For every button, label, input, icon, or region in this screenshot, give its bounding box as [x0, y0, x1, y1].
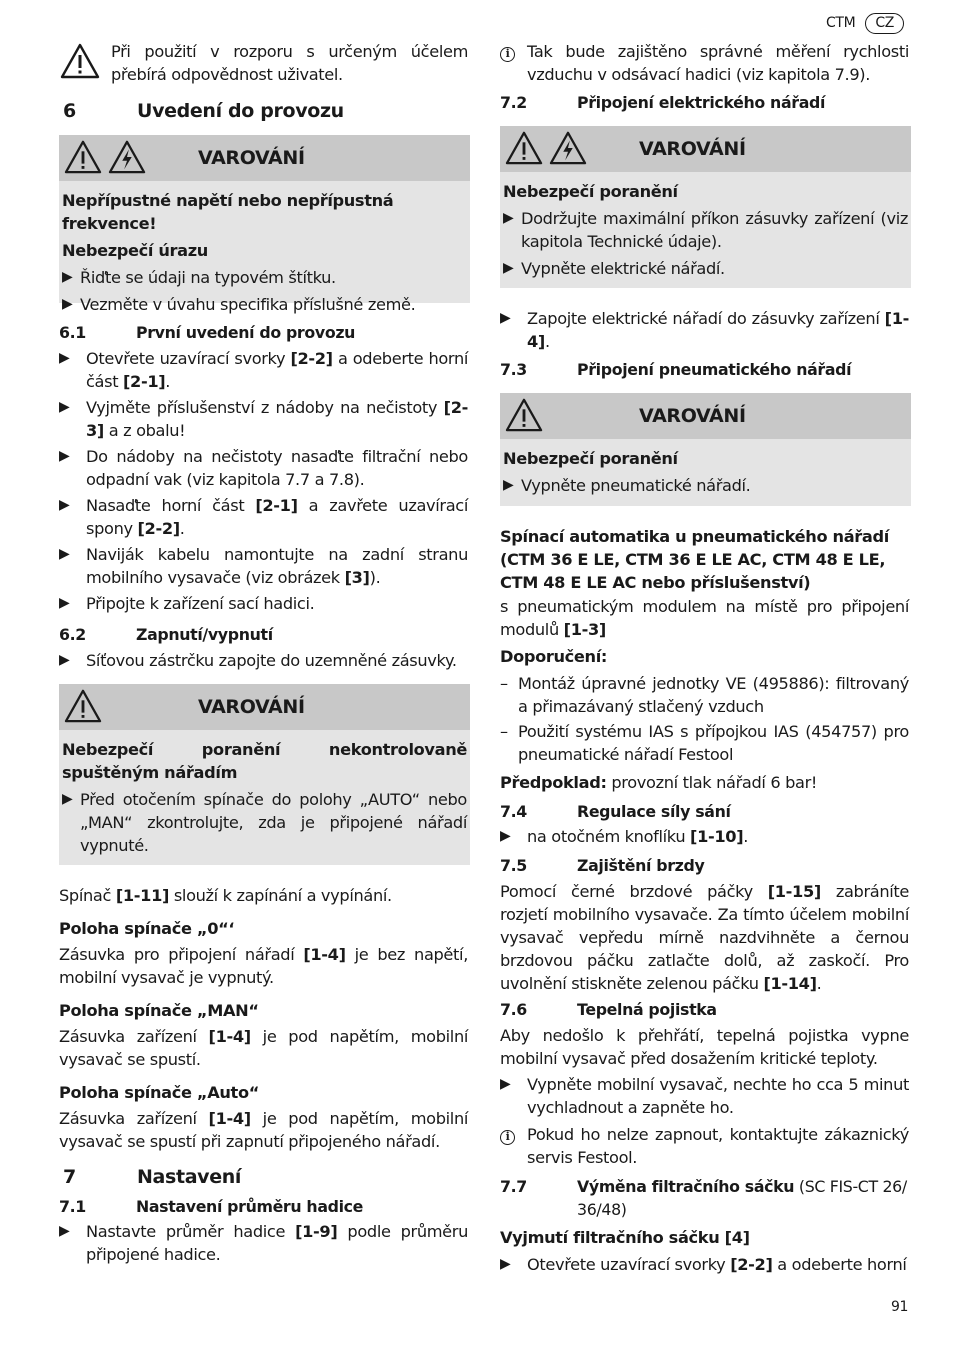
list-item: ▶ Před otočením spínače do polohy „AUTO“ nebo „MAN“ zkontrolujte, zda je připojené nářadí vypnuté. — [62, 790, 467, 855]
warning-title: VAROVÁNÍ — [639, 404, 746, 427]
switch-position-auto-text: Zásuvka zařízení [1-4] je pod napětím, mobilní vysavač se spustí při zapnutí připojeného nářadí. — [59, 1109, 469, 1151]
section-7-heading: 7 Nastavení — [63, 1166, 242, 1188]
list-item: ▶ Vyjměte příslušenství z nádoby na nečistoty [2-3] a z obalu! — [59, 398, 468, 440]
info-icon: i — [500, 47, 515, 62]
list-item: ▶ Řiďte se údaji na typovém štítku. — [62, 268, 336, 287]
list-item: ▶ na otočném knoflíku [1-10]. — [500, 827, 749, 846]
section-7-4-heading: 7.4 Regulace síly sání — [500, 802, 731, 821]
electric-hazard-icon — [107, 139, 147, 175]
recommendation-title: Doporučení: — [500, 647, 608, 666]
precondition: Předpoklad: provozní tlak nářadí 6 bar! — [500, 773, 818, 792]
switch-position-man-title: Poloha spínače „MAN“ — [59, 1001, 259, 1020]
list-item: ▶ Vypněte pneumatické nářadí. — [503, 476, 751, 495]
section-7-7-heading: 7.7 Výměna filtračního sáčku (SC FIS-CT 26/ 36/48) — [500, 1177, 907, 1219]
warning-triangle-icon — [504, 397, 544, 433]
auto-switch-title: Spínací automatika u pneumatického nářadí (CTM 36 E LE, CTM 36 E LE AC, CTM 48 E LE, CTM 48 E LE AC nebo příslušenství) — [500, 527, 889, 592]
filter-bag-removal-title: Vyjmutí filtračního sáčku [4] — [500, 1228, 750, 1247]
section-7-6-heading: 7.6 Tepelná pojistka — [500, 1000, 717, 1019]
warning-box-pneumatic-tool: VAROVÁNÍ Nebezpečí poranění ▶ Vypněte pneumatické nářadí. — [500, 393, 911, 506]
section-7-5-heading: 7.5 Zajištění brzdy — [500, 856, 705, 875]
page-header — [826, 12, 904, 35]
switch-position-0-title: Poloha spínače „0“‘ — [59, 919, 235, 938]
intro-warning-text: Při použití v rozporu s určeným účelem přebírá odpovědnost uživatel. — [111, 42, 468, 84]
warning-box-electric-tool: VAROVÁNÍ Nebezpečí poranění ▶ Dodržujte maximální příkon zásuvky zařízení (viz kapitola Technické údaje). ▶ Vypněte elektrické nářadí. — [500, 126, 911, 288]
section-7-3-heading: 7.3 Připojení pneumatického nářadí — [500, 360, 852, 379]
info-note: i Tak bude zajištěno správné měření rychlosti vzduchu v odsávací hadici (viz kapitola 7.9). — [500, 40, 909, 86]
switch-position-0-text: Zásuvka pro připojení nářadí [1-4] je bez napětí, mobilní vysavač je vypnutý. — [59, 945, 468, 987]
warning-box-voltage: VAROVÁNÍ Nepřípustné napětí nebo nepřípustná frekvence! Nebezpečí úrazu ▶ Řiďte se údaji na typovém štítku. ▶ Vezměte v úvahu specifika příslušné země. — [59, 135, 470, 303]
warning-triangle-icon — [59, 42, 101, 80]
list-item: ▶ Do nádoby na nečistoty nasaďte filtrační nebo odpadní vak (viz kapitola 7.7 a 7.8). — [59, 447, 468, 489]
page-number: 91 — [891, 1299, 909, 1315]
list-item: ▶ Vezměte v úvahu specifika příslušné země. — [62, 295, 416, 314]
warning-title: VAROVÁNÍ — [198, 695, 305, 718]
auto-switch-text: s pneumatickým modulem na místě pro připojení modulů [1-3] — [500, 597, 909, 639]
section-7-2-heading: 7.2 Připojení elektrického nářadí — [500, 93, 826, 112]
list-item: ▶ Naviják kabelu namontujte na zadní stranu mobilního vysavače (viz obrázek [3]). — [59, 545, 468, 587]
brake-text: Pomocí černé brzdové páčky [1-15] zabráníte rozjetí mobilního vysavače. Za tímto účelem mobilní vysavač vepředu mírně nazdvihněte a černou brzdovou páčku zatlačte dolů, až zaskočí. Pro uvolnění stiskněte zelenou páčku [1-14]. — [500, 882, 910, 993]
warning-triangle-icon — [504, 130, 544, 166]
list-item: – Montáž úpravné jednotky VE (495886): filtrovaný a přimazávaný stlačený vzduch — [500, 674, 909, 716]
section-6-1-heading: 6.1 První uvedení do provozu — [59, 323, 356, 342]
warning-title: VAROVÁNÍ — [639, 137, 746, 160]
section-7-1-heading: 7.1 Nastavení průměru hadice — [59, 1197, 364, 1216]
info-icon: i — [500, 1130, 515, 1145]
list-item: ▶ Otevřete uzavírací svorky [2-2] a odeberte horní — [500, 1255, 907, 1274]
warning-triangle-icon — [63, 139, 103, 175]
warning-title: VAROVÁNÍ — [198, 146, 305, 169]
list-item: ▶ Síťovou zástrčku zapojte do uzemněné zásuvky. — [59, 651, 457, 670]
switch-text: Spínač [1-11] slouží k zapínání a vypínání. — [59, 886, 392, 905]
thermal-fuse-text: Aby nedošlo k přehřátí, tepelná pojistka vypne mobilní vysavač před dosažením kritické teploty. — [500, 1026, 909, 1068]
list-item: ▶ Vypněte elektrické nářadí. — [503, 259, 725, 278]
list-item: ▶ Dodržujte maximální příkon zásuvky zařízení (viz kapitola Technické údaje). — [503, 209, 908, 251]
switch-position-man-text: Zásuvka zařízení [1-4] je pod napětím, mobilní vysavač se spustí. — [59, 1027, 469, 1069]
list-item: ▶ Nasaďte horní část [2-1] a zavřete uzavírací spony [2-2]. — [59, 496, 468, 538]
list-item: ▶ Zapojte elektrické nářadí do zásuvky zařízení [1-4]. — [500, 309, 909, 351]
info-note: i Pokud ho nelze zapnout, kontaktujte zákaznický servis Festool. — [500, 1123, 909, 1169]
switch-position-auto-title: Poloha spínače „Auto“ — [59, 1083, 260, 1102]
section-6-heading: 6 Uvedení do provozu — [63, 100, 344, 122]
warning-box-startup: VAROVÁNÍ Nebezpečí poranění nekontrolovaně spuštěným nářadím ▶ Před otočením spínače do polohy „AUTO“ nebo „MAN“ zkontrolujte, zda je připojené nářadí vypnuté. — [59, 684, 470, 865]
list-item: ▶ Otevřete uzavírací svorky [2-2] a odeberte horní část [2-1]. — [59, 349, 468, 391]
list-item: ▶ Vypněte mobilní vysavač, nechte ho cca 5 minut vychladnout a zapněte ho. — [500, 1075, 909, 1117]
recommendation-list — [500, 672, 909, 766]
intro-warning — [59, 40, 470, 86]
list-item: ▶ Nastavte průměr hadice [1-9] podle průměru připojené hadice. — [59, 1222, 468, 1264]
section-6-1-list — [59, 347, 468, 615]
product-name: CTM — [826, 15, 856, 31]
list-item: ▶ Připojte k zařízení sací hadici. — [59, 594, 315, 613]
warning-triangle-icon — [63, 688, 103, 724]
list-item: – Použití systému IAS s přípojkou IAS (454757) pro pneumatické nářadí Festool — [500, 722, 909, 764]
electric-hazard-icon — [548, 130, 588, 166]
section-6-2-heading: 6.2 Zapnutí/vypnutí — [59, 625, 273, 644]
language-badge: CZ — [865, 13, 904, 34]
